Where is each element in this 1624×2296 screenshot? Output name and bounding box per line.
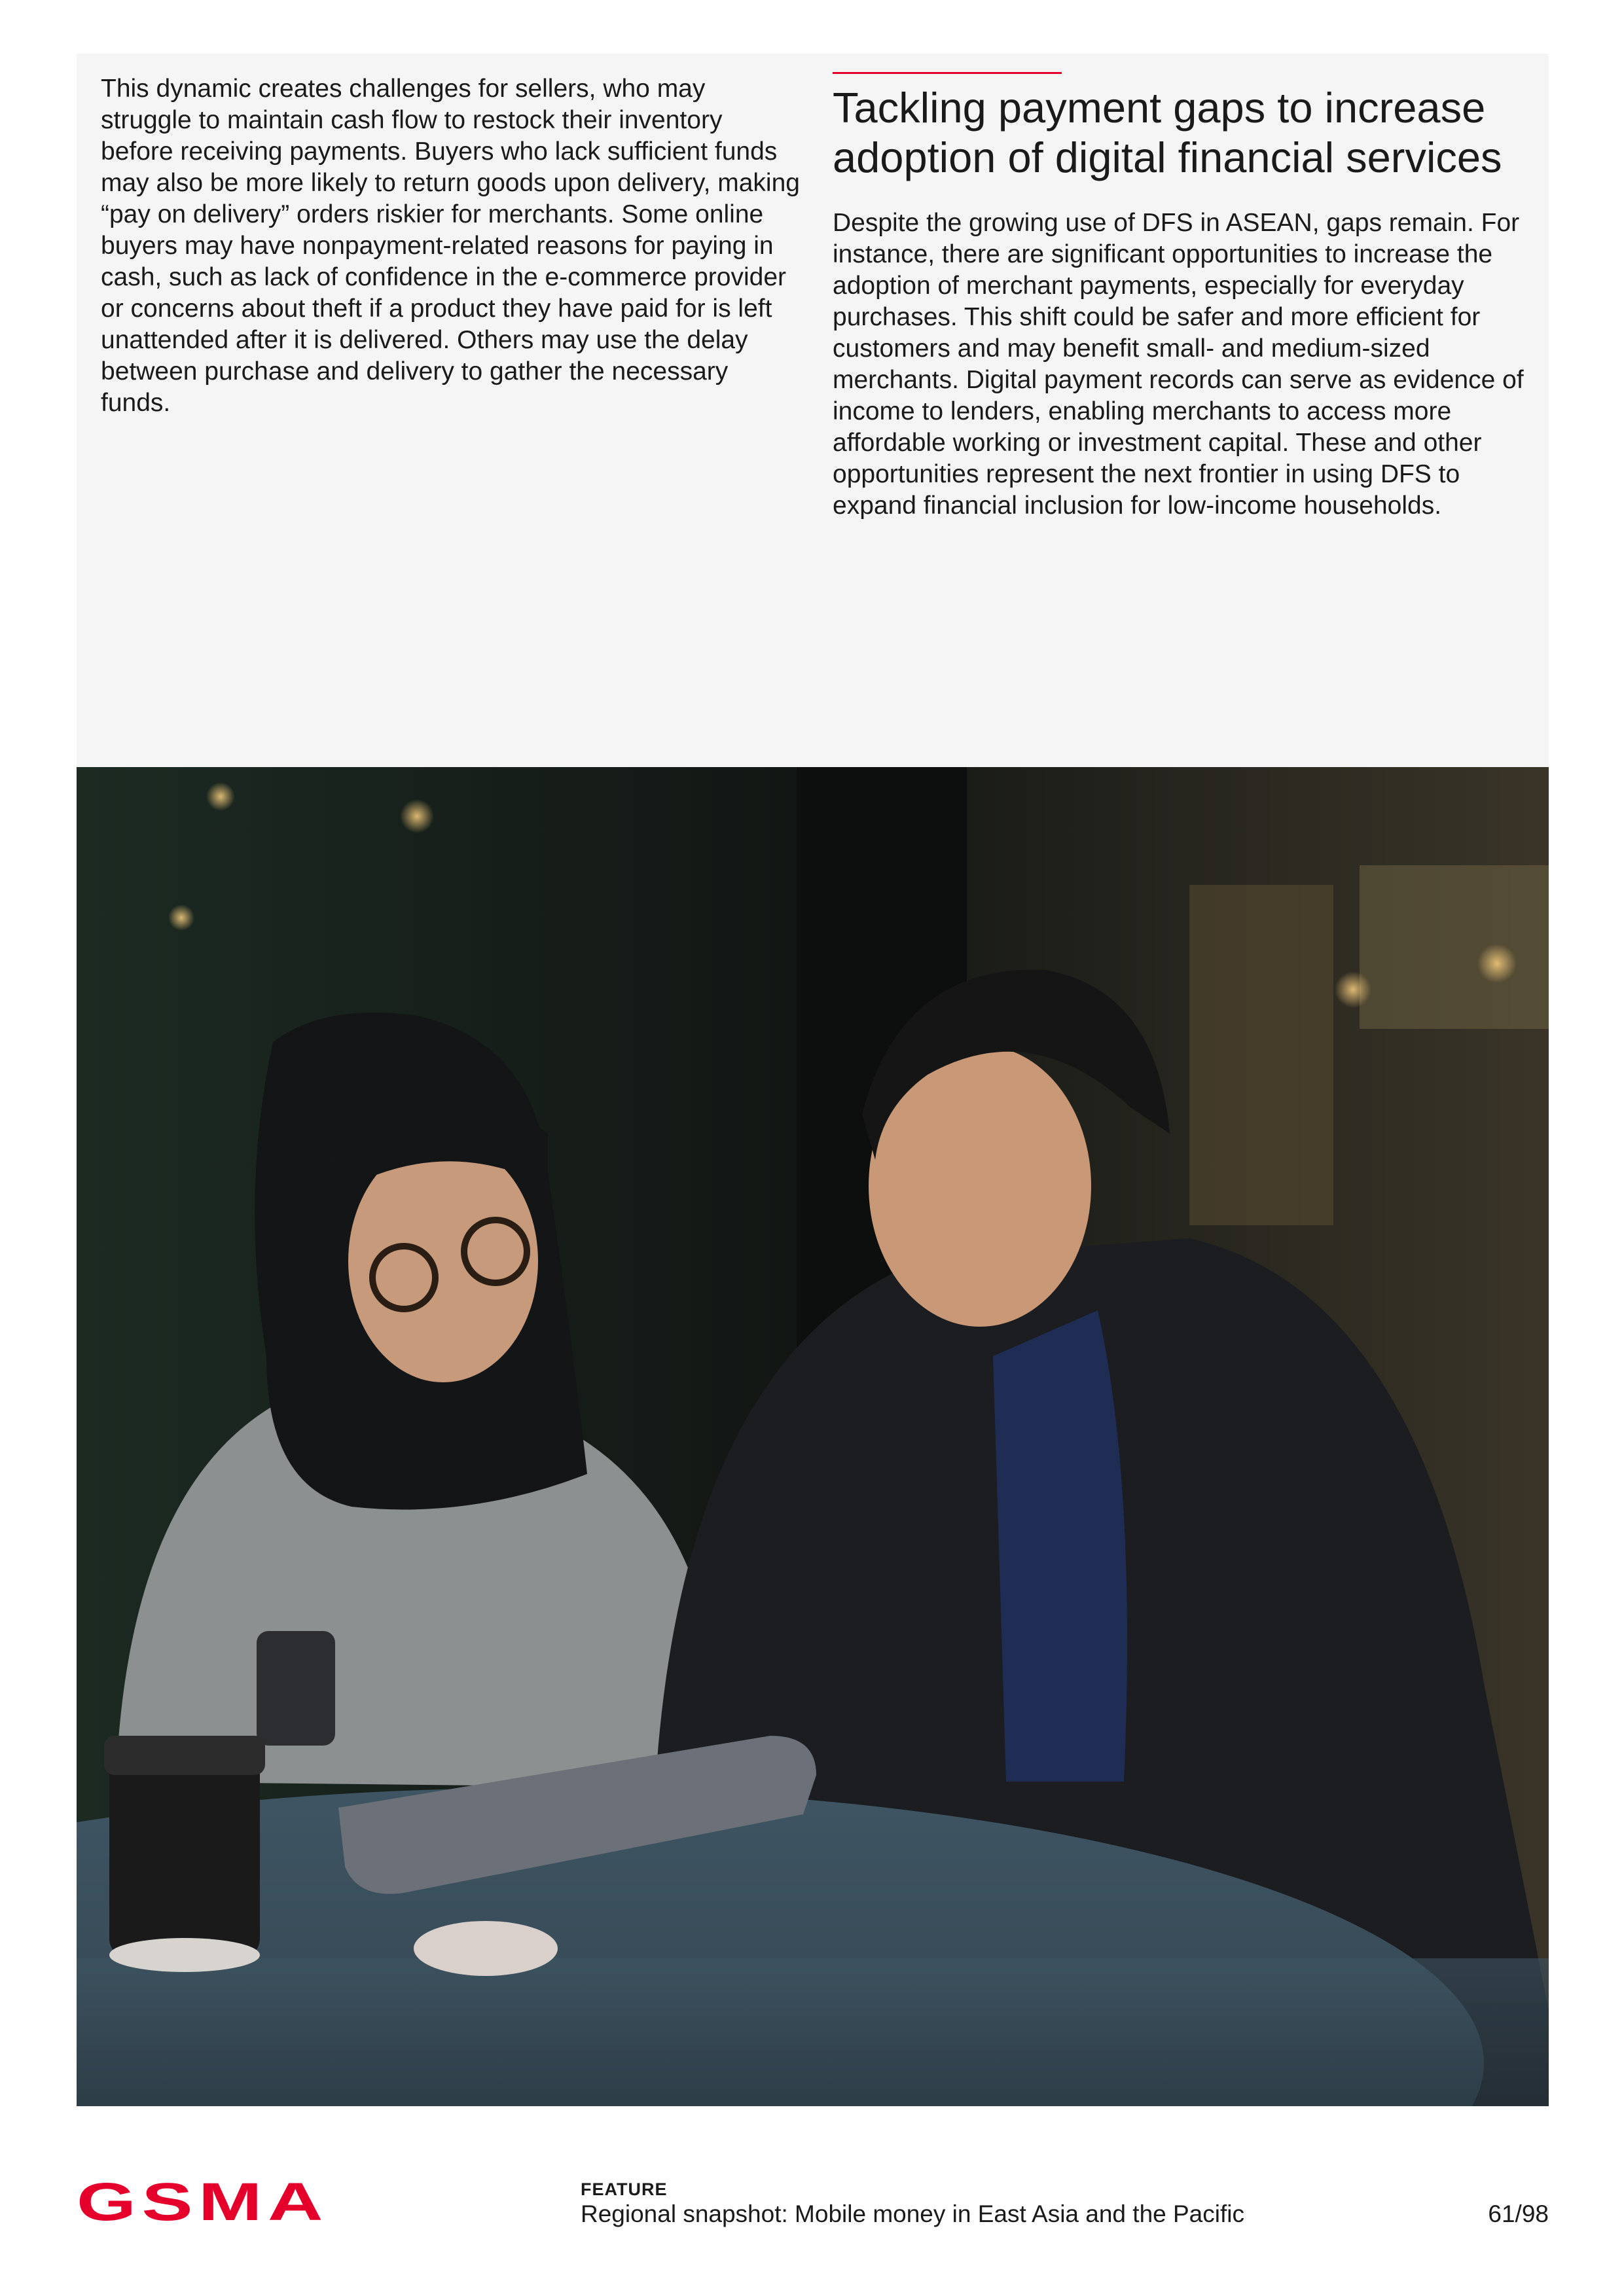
- left-column: [101, 73, 801, 419]
- heading-accent-rule: [833, 72, 1062, 74]
- footer-title: Regional snapshot: Mobile money in East Asia and the Pacific: [581, 2200, 1244, 2227]
- gsma-logo: [77, 2179, 332, 2225]
- svg-text:GSMA: GSMA: [77, 2179, 329, 2225]
- page-number: 61/98: [1488, 2200, 1549, 2227]
- footer-kicker: FEATURE: [581, 2179, 668, 2199]
- section-heading: Tackling payment gaps to increase adoption of digital financial services: [833, 84, 1502, 181]
- right-column-paragraph: Despite the growing use of DFS in ASEAN, gaps remain. For instance, there are significant opportunities to increase the adoption of merchant payments, especially for everyday purchases. This shift could be safer and more efficient for customers and may benefit small- and medium-sized merchants. Digital payment records can serve as evidence of income to lenders, enabling merchants to access more affordable working or investment capital. These and other opportunities represent the next frontier in using DFS to expand financial inclusion for low-income households.: [833, 209, 1524, 520]
- left-column-paragraph: This dynamic creates challenges for sellers, who may struggle to maintain cash flow to restock their inventory before receiving payments. Buyers who lack sufficient funds may also be more likely to return goods upon delivery, making “pay on delivery” orders riskier for merchants. Some online buyers may have nonpayment-related reasons for paying in cash, such as lack of confidence in the e-commerce provider or concerns about theft if a product they have paid for is left unattended after it is delivered. Others may use the delay between purchase and delivery to gather the necessary funds.: [101, 75, 800, 417]
- right-column: [833, 72, 1534, 522]
- cafe-photo: [77, 767, 1549, 2106]
